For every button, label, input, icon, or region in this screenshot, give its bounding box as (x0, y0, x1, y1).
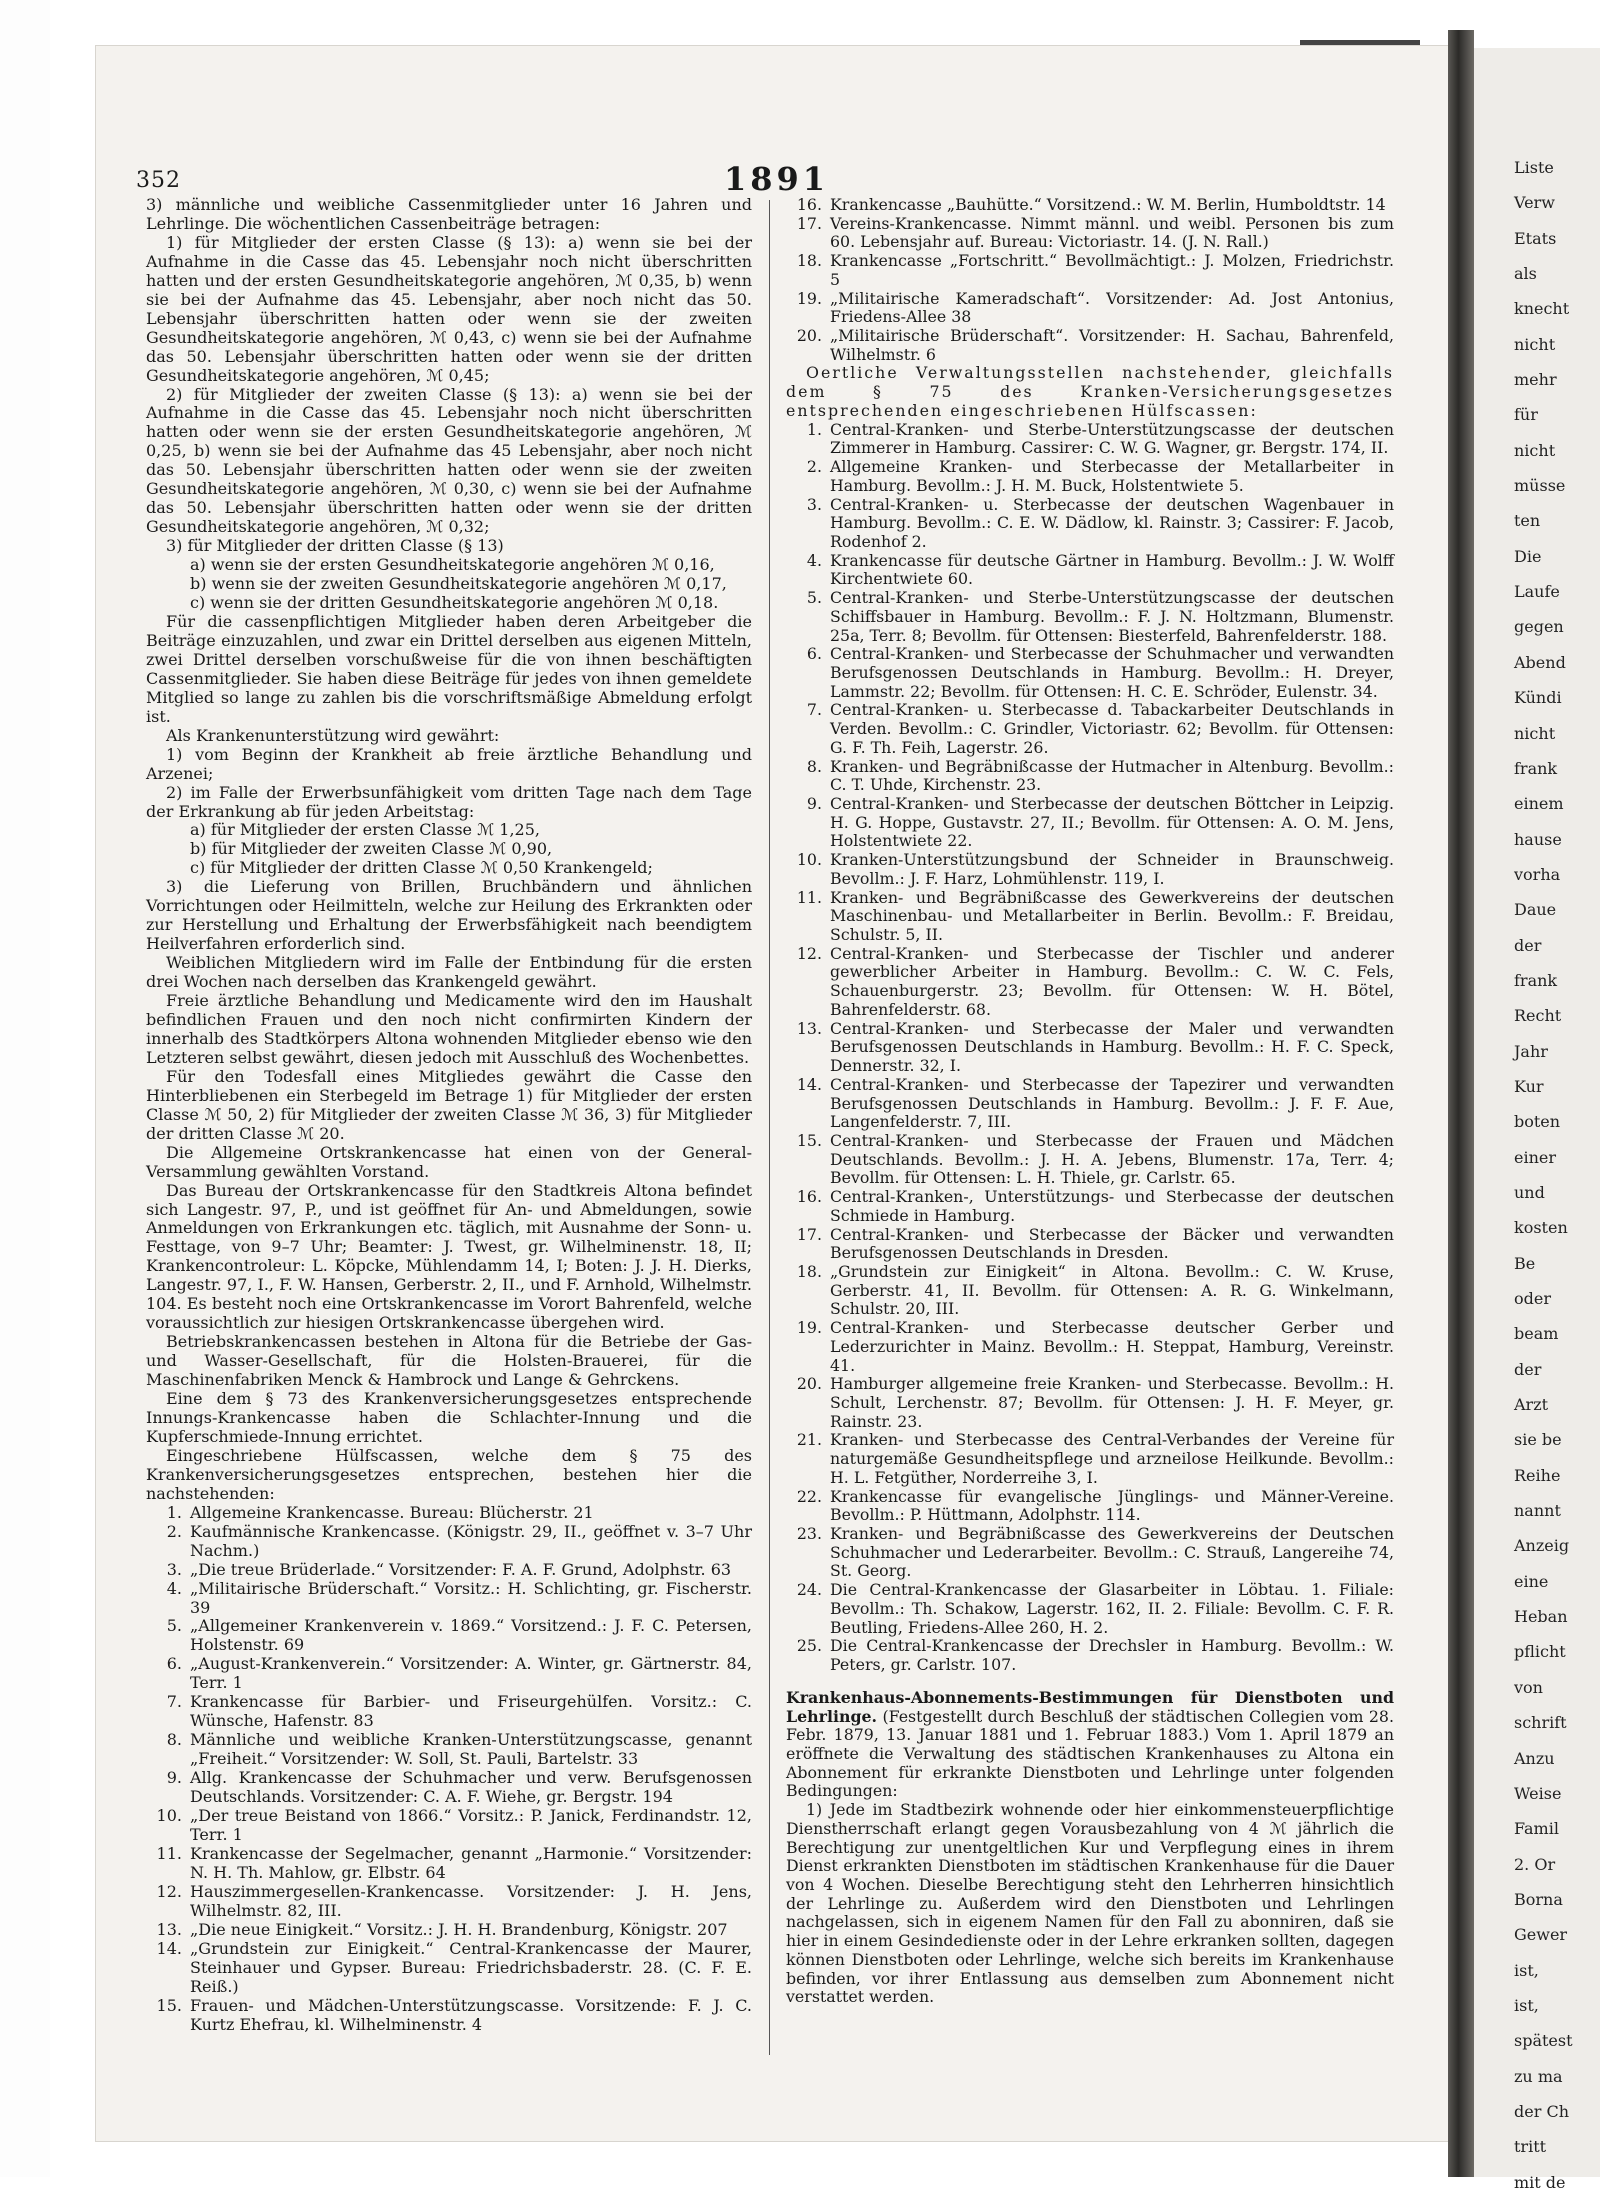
paragraph: Das Bureau der Ortskrankencasse für den Stadtkreis Altona befindet sich Langestr. 97, P., und ist geöffnet für An- und Abmeldungen, sowie Anmeldungen von Erkrankungen etc. täglich, mit Ausnahme der Sonn- u. Festtage, von 9–7 Uhr; Beamter: J. Twest, gr. Wilhelminenstr. 18, II; Krankencontroleur: L. Köpcke, Mühlendamm 14, I; Boten: J. J. H. Dierks, Langestr. 97, I., F. W. Hansen, Gerberstr. 2, II., und F. Arnhold, Wilhelmstr. 104. Es besteht noch eine Ortskrankencasse im Vorort Bahrenfeld, welche voraussichtlich zur hiesigen Ortskrankencasse übergehen wird. (146, 1180, 752, 1333)
paragraph: a) für Mitglieder der ersten Classe ℳ 1,25, (190, 820, 540, 840)
paragraph: b) für Mitglieder der zweiten Classe ℳ 0,90, (190, 839, 553, 859)
item-text: Central-Kranken- und Sterbecasse der Schuhmacher und verwandten Berufsgenossen Deutschlands in Hamburg. Bevollm.: H. Dreyer, Lammstr. 22; Bevollm. für Ottensen: H. C. E. Schröder, Eulenstr. 34. (830, 644, 1394, 701)
item-text: Krankencasse der Segelmacher, genannt „Harmonie.“ Vorsitzender: N. H. Th. Mahlow, gr. Elbstr. 64 (190, 1843, 752, 1882)
adjacent-page-fragment: ist, (1514, 1960, 1539, 1980)
hulfscasse-list-item (146, 1807, 752, 1845)
paragraph: b) wenn sie der zweiten Gesundheitskategorie angehören ℳ 0,17, (190, 574, 727, 594)
item-number: 22. (796, 1486, 822, 1506)
item-number: 11. (796, 887, 822, 907)
item-number: 10. (156, 1806, 182, 1826)
hulfscasse-list-item (786, 215, 1394, 252)
item-text: Central-Kranken- und Sterbe-Unterstützungscasse der deutschen Schiffsbauer in Hamburg. Bevollm.: F. J. N. Holtzmann, Blumenstr. 25a, Terr. 8; Bevollm. für Ottensen: Biesterfeld, Bahrenfelderstr. 188. (830, 588, 1394, 645)
item-number: 18. (796, 251, 822, 271)
adjacent-page-fragment: boten (1514, 1112, 1561, 1132)
verwaltungsstelle-list-item (786, 1263, 1394, 1319)
item-number: 14. (156, 1938, 182, 1958)
item-text: Krankencasse „Fortschritt.“ Bevollmächtigt.: J. Molzen, Friedrichstr. 5 (830, 251, 1394, 289)
item-text: Hamburger allgemeine freie Kranken- und Sterbecasse. Bevollm.: H. Schult, Lerchenstr. 87; Bevollm. für Ottensen: J. H. F. Meyer, gr. Rainstr. 23. (830, 1374, 1394, 1431)
paragraph: Die Allgemeine Ortskrankencasse hat einen von der General-Versammlung gewählten Vorstand. (146, 1142, 752, 1181)
adjacent-page-fragment: und (1514, 1183, 1545, 1202)
item-text: „Allgemeiner Krankenverein v. 1869.“ Vorsitzend.: J. F. C. Petersen, Holstenstr. 69 (190, 1616, 752, 1655)
item-text: Central-Kranken- und Sterbecasse der Maler und verwandten Berufsgenossen Deutschlands in Hamburg. Bevollm.: H. F. C. Speck, Dennerstr. 32, I. (830, 1018, 1394, 1076)
hulfscasse-list-item (786, 252, 1394, 289)
item-text: Kranken- und Begräbnißcasse des Gewerkvereins der deutschen Maschinenbau- und Metallarbeiter in Berlin. Bevollm.: F. Breidau, Schulstr. 5, II. (830, 887, 1394, 945)
adjacent-page-fragment: Verw (1514, 193, 1555, 213)
adjacent-page-fragment: nannt (1514, 1501, 1561, 1521)
item-text: Central-Kranken- und Sterbecasse der Bäcker und verwandten Berufsgenossen Deutschlands in Dresden. (830, 1224, 1394, 1263)
item-number: 12. (156, 1881, 182, 1901)
section-paragraph: 1) Jede im Stadtbezirk wohnende oder hier einkommensteuerpflichtige Dienstherrschaft erlangt gegen Vorausbezahlung von 4 ℳ jährlich die Berechtigung zur unentgeltlichen Kur und Verpflegung eines in ihrem Dienst erkrankten Dienstboten im städtischen Krankenhause für die Dauer von 4 Wochen. Dieselbe Berechtigung steht den Lehrherren hinsichtlich der Lehrlinge zu. Außerdem wird den Dienstboten und Lehrlingen nachgelassen, sich in eigenem Namen für den Fall zu abonniren, daß sie hier in einem Gesindedienste oder in der Lehre erkranken sollten, dagegen können Dienstboten oder Lehrlinge, welche sich bereits im Krankenhause befinden, vor ihrer Entlassung aus demselben zum Abonnement nicht verstattet werden. (786, 1800, 1394, 2007)
right-column (786, 196, 1394, 2007)
item-number: 16. (796, 1187, 822, 1207)
page-number: 352 (136, 168, 181, 193)
verwaltungsstelle-list-item (786, 421, 1394, 458)
item-number: 15. (156, 1995, 182, 2015)
item-number: 20. (796, 1374, 822, 1394)
adjacent-page-fragment: tritt (1514, 2137, 1547, 2157)
item-number: 17. (796, 1224, 822, 1244)
adjacent-page-fragment: Liste (1514, 158, 1554, 177)
item-number: 16. (796, 195, 822, 214)
adjacent-page-fragment: pflicht (1514, 1642, 1566, 1662)
paragraph: Freie ärztliche Behandlung und Medicamente wird den im Haushalt befindlichen Frauen und den noch nicht confirmirten Kindern der innerhalb des Stadtkörpers Altona wohnenden Mitglieder ebenso wie den Letzteren selbst gewährt, diesen jedoch mit Ausschluß des Wochenbettes. (146, 991, 752, 1067)
item-text: Kranken- und Sterbecasse des Central-Verbandes der Vereine für naturgemäße Gesundheitspflege und arzneilose Heilkunde. Bevollm.: H. L. Fetgüther, Norderreihe 3, I. (830, 1430, 1394, 1487)
hulfscasse-list-item (146, 1561, 752, 1580)
item-number: 20. (796, 326, 822, 346)
item-text: Krankencasse „Bauhütte.“ Vorsitzend.: W. M. Berlin, Humboldtstr. 14 (830, 195, 1386, 214)
hulfscasse-list-item (786, 327, 1394, 364)
item-text: Krankencasse für deutsche Gärtner in Hamburg. Bevollm.: J. W. Wolff Kirchentwiete 60. (830, 550, 1394, 589)
hulfscasse-list-item (146, 1693, 752, 1731)
adjacent-page-fragment: Etats (1514, 228, 1557, 248)
verwaltungsstelle-list-item (786, 1637, 1394, 1674)
item-text: Hauszimmergesellen-Krankencasse. Vorsitzender: J. H. Jens, Wilhelmstr. 82, III. (190, 1881, 752, 1920)
adjacent-page-fragment: hause (1514, 829, 1562, 849)
verwaltungsstelle-list-item (786, 1488, 1394, 1525)
adjacent-page-fragment: der (1514, 1359, 1542, 1379)
adjacent-page-fragment: Jahr (1514, 1041, 1548, 1061)
item-text: „Grundstein zur Einigkeit.“ Central-Krankencasse der Maurer, Steinhauer und Gypser. Bureau: Friedrichsbaderstr. 28. (C. F. E. Reiß.) (190, 1938, 752, 1996)
hulfscasse-list-item (146, 1921, 752, 1940)
item-number: 18. (796, 1261, 822, 1281)
adjacent-page-fragment: beam (1514, 1324, 1559, 1344)
paragraph: Für die cassenpflichtigen Mitglieder haben deren Arbeitgeber die Beiträge einzuzahlen, und zwar ein Drittel derselben aus eigenen Mitteln, zwei Drittel derselben vorschußweise für die von ihnen beschäftigten Cassenmitglieder. Sie haben diese Beiträge für jedes von ihnen gemeldete Mitglied so lange zu zahlen bis die vorschriftsmäßige Abmeldung erfolgt ist. (146, 611, 752, 726)
adjacent-page-fragment: nicht (1514, 334, 1556, 354)
adjacent-page-fragment: Daue (1514, 900, 1557, 920)
abonnement-section (786, 1689, 1394, 1801)
item-text: Krankencasse für Barbier- und Friseurgehülfen. Vorsitz.: C. Wünsche, Hafenstr. 83 (190, 1692, 752, 1731)
item-text: Die Central-Krankencasse der Drechsler in Hamburg. Bevollm.: W. Peters, gr. Carlstr. 107. (830, 1636, 1394, 1675)
item-number: 12. (796, 943, 822, 963)
item-number: 6. (166, 1654, 182, 1674)
adjacent-page-fragment: nicht (1514, 440, 1556, 460)
hulfscasse-list-item (786, 196, 1394, 215)
adjacent-page-fragment: frank (1514, 970, 1558, 990)
verwaltungsstelle-list-item (786, 1020, 1394, 1076)
item-number: 10. (796, 850, 822, 870)
section-intro-text: (Festgestellt durch Beschluß der städtischen Collegien vom 28. Febr. 1879, 13. Januar 1881 und 1. Februar 1883.) Vom 1. April 1879 an eröffnete die Verwaltung des städtischen Krankenhauses zu Altona ein Abonnement für erkrankte Dienstboten und Lehrlinge unter folgenden Bedingungen: (786, 1706, 1394, 1801)
item-text: „August-Krankenverein.“ Vorsitzender: A. Winter, gr. Gärtnerstr. 84, Terr. 1 (190, 1654, 752, 1693)
item-text: Männliche und weibliche Kranken-Unterstützungscasse, genannt „Freiheit.“ Vorsitzender: W. Soll, St. Pauli, Bartelstr. 33 (190, 1730, 752, 1769)
item-text: „Die neue Einigkeit.“ Vorsitz.: J. H. H. Brandenburg, Königstr. 207 (190, 1919, 728, 1939)
verwaltungsstelle-list-item (786, 458, 1394, 495)
left-column (146, 196, 752, 2034)
adjacent-page-fragment: schrift (1514, 1713, 1567, 1733)
verwaltungsstelle-list-item (786, 496, 1394, 552)
hulfscasse-list-item (146, 1769, 752, 1807)
paragraph: a) wenn sie der ersten Gesundheitskategorie angehören ℳ 0,16, (190, 555, 715, 575)
item-text: Krankencasse für evangelische Jünglings- und Männer-Vereine. Bevollm.: P. Hüttmann, Adolphstr. 114. (830, 1486, 1394, 1525)
verwaltungsstelle-list-item (786, 1525, 1394, 1581)
paragraph: Eine dem § 73 des Krankenversicherungsgesetzes entsprechende Innungs-Krankencasse haben die Schlachter-Innung und die Kupferschmiede-Innung errichtet. (146, 1389, 752, 1446)
adjacent-page-fragment: oder (1514, 1289, 1551, 1309)
adjacent-page-fragment: Gewer (1514, 1925, 1568, 1945)
item-number: 1. (166, 1502, 182, 1522)
scan-margin (0, 0, 50, 2177)
adjacent-page-fragment: ist, (1514, 1995, 1539, 2015)
adjacent-page-fragment: als (1514, 264, 1537, 284)
paragraph: c) für Mitglieder der dritten Classe ℳ 0,50 Krankengeld; (190, 858, 653, 878)
paragraph: Betriebskrankencassen bestehen in Altona für die Betriebe der Gas- und Wasser-Gesellschaft, für die Holsten-Brauerei, für die Maschinenfabriken Menck & Hambrock und Lange & Gehrckens. (146, 1332, 752, 1390)
item-number: 4. (166, 1578, 182, 1598)
item-text: Central-Kranken- und Sterbecasse deutscher Gerber und Lederzurichter in Mainz. Bevollm.: H. Steppat, Hamburg, Vereinstr. 41. (830, 1318, 1394, 1375)
paragraph: 2) im Falle der Erwerbsunfähigkeit vom dritten Tage nach dem Tage der Erkrankung ab für jeden Arbeitstag: (146, 782, 752, 821)
adjacent-page-fragment: Anzeig (1514, 1536, 1570, 1556)
hulfscasse-list-item (146, 1580, 752, 1618)
item-text: „Militairische Brüderschaft.“ Vorsitz.: H. Schlichting, gr. Fischerstr. 39 (190, 1578, 752, 1617)
verwaltungsstelle-list-item (786, 1431, 1394, 1487)
item-number: 23. (796, 1524, 822, 1544)
book-gutter (1448, 30, 1474, 2177)
adjacent-page-fragment: Die (1514, 546, 1542, 566)
paragraph: Für den Todesfall eines Mitgliedes gewährt die Casse den Hinterbliebenen ein Sterbegeld im Betrage 1) für Mitglieder der ersten Classe ℳ 50, 2) für Mitglieder der zweiten Classe ℳ 36, 3) für Mitglieder der dritten Classe ℳ 20. (146, 1066, 752, 1143)
hulfscasse-list-item (786, 290, 1394, 327)
verwaltungsstelle-list-item (786, 589, 1394, 645)
verwaltungsstelle-list-item (786, 701, 1394, 757)
verwaltungsstelle-list-item (786, 1076, 1394, 1132)
section-title: Krankenhaus-Abonnements-Bestimmungen für Dienstboten und Lehrlinge. (786, 1687, 1394, 1726)
item-number: 6. (806, 644, 822, 664)
item-text: Central-Kranken- und Sterbecasse der deutschen Böttcher in Leipzig. H. G. Hoppe, Gustavstr. 27, II.; Bevollm. für Ottensen: A. O. M. Jens, Holstentwiete 22. (830, 794, 1394, 851)
verwaltungsstelle-list-item (786, 1581, 1394, 1637)
adjacent-page-fragment: frank (1514, 758, 1558, 778)
adjacent-page-fragment: für (1514, 405, 1538, 425)
item-number: 8. (806, 756, 822, 776)
paragraph: 3) die Lieferung von Brillen, Bruchbändern und ähnlichen Vorrichtungen oder Heilmitteln, welche zur Heilung des Erkrankten oder zur Herstellung und Erhaltung der Erwerbsfähigkeit nach beendigtem Heilverfahren erforderlich sind. (146, 877, 752, 954)
item-text: „Militairische Kameradschaft“. Vorsitzender: Ad. Jost Antonius, Friedens-Allee 38 (830, 288, 1394, 327)
item-number: 13. (796, 1018, 822, 1038)
adjacent-page-fragment: Recht (1514, 1006, 1562, 1026)
item-number: 3. (166, 1559, 182, 1579)
adjacent-page-fragment: mehr (1514, 370, 1557, 390)
item-text: „Militairische Brüderschaft“. Vorsitzender: H. Sachau, Bahrenfeld, Wilhelmstr. 6 (830, 326, 1394, 364)
item-number: 9. (806, 794, 822, 813)
adjacent-page-fragment: Abend (1514, 652, 1566, 672)
adjacent-page-fragment: nicht (1514, 723, 1556, 743)
item-text: Central-Kranken-, Unterstützungs- und Sterbecasse der deutschen Schmiede in Hamburg. (830, 1187, 1394, 1225)
paragraph: 2) für Mitglieder der zweiten Classe (§ 13): a) wenn sie bei der Aufnahme in die Casse das 45. Lebensjahr noch nicht überschritten hatten oder wenn sie der ersten Gesundheitskategorie angehören, ℳ 0,25, b) wenn sie bei der Aufnahme das 45 Lebensjahr, aber noch nicht das 50. Lebensjahr überschritten hatten oder wenn sie der zweiten Gesundheitskategorie angehören, ℳ 0,30, c) wenn sie bei der Aufnahme das 50. Lebensjahr überschritten hatten oder wenn sie der dritten Gesundheitskategorie angehören, ℳ 0,32; (146, 384, 752, 537)
verwaltungsstelle-list-item (786, 1375, 1394, 1431)
hulfscasse-list-item (146, 1883, 752, 1921)
adjacent-page-edge (1474, 48, 1600, 2192)
item-text: Central-Kranken- u. Sterbecasse der deutschen Wagenbauer in Hamburg. Bevollm.: C. E. W. Dädlow, kl. Rainstr. 3; Cassirer: F. Jacob, Rodenhof 2. (830, 494, 1394, 551)
verwaltungsstelle-list-item (786, 1319, 1394, 1375)
verwaltungsstelle-list-item (786, 645, 1394, 701)
hulfscasse-list-item (146, 1731, 752, 1769)
verwaltungsstelle-list-item (786, 889, 1394, 945)
adjacent-page-fragment: müsse (1514, 476, 1566, 496)
item-text: Central-Kranken- und Sterbecasse der Tapezirer und verwandten Berufsgenossen Deutschlands in Hamburg. Bevollm.: J. F. F. Aue, Langenfelderstr. 7, III. (830, 1074, 1394, 1132)
paragraph: Als Krankenunterstützung wird gewährt: (166, 725, 500, 745)
adjacent-page-fragment: Borna (1514, 1889, 1563, 1909)
item-text: Kranken- und Begräbnißcasse der Hutmacher in Altenburg. Bevollm.: C. T. Uhde, Kirchenstr. 23. (830, 756, 1394, 795)
item-number: 19. (796, 1318, 822, 1338)
hulfscasse-list-item (146, 1655, 752, 1693)
item-number: 2. (166, 1521, 182, 1541)
verwaltungsstelle-list-item (786, 1226, 1394, 1263)
adjacent-page-fragment: 2. Or (1514, 1854, 1556, 1874)
adjacent-page-fragment: spätest (1514, 2031, 1573, 2051)
verwaltungsstelle-list-item (786, 945, 1394, 1020)
paragraph: 3) männliche und weibliche Cassenmitglieder unter 16 Jahren und Lehrlinge. Die wöchentlichen Cassenbeiträge betragen: (146, 195, 752, 233)
adjacent-page-fragment: Weise (1514, 1783, 1562, 1803)
item-number: 25. (796, 1636, 822, 1656)
adjacent-page-fragment: Famil (1514, 1819, 1559, 1839)
item-number: 14. (796, 1074, 822, 1094)
adjacent-page-fragment: einem (1514, 794, 1564, 814)
item-text: Frauen- und Mädchen-Unterstützungscasse. Vorsitzende: F. J. C. Kurtz Ehefrau, kl. Wilhelminenstr. 4 (190, 1995, 752, 2034)
adjacent-page-fragment: vorha (1514, 864, 1561, 884)
adjacent-page-fragment: sie be (1514, 1430, 1562, 1450)
hulfscasse-list-item (146, 1617, 752, 1655)
verwaltungsstelle-list-item (786, 758, 1394, 795)
item-text: Allg. Krankencasse der Schuhmacher und verw. Berufsgenossen Deutschlands. Vorsitzender: C. A. F. Wiehe, gr. Bergstr. 194 (190, 1768, 752, 1807)
hulfscasse-list-item (146, 1940, 752, 1997)
verwaltungsstelle-list-item (786, 795, 1394, 851)
adjacent-page-fragment: einer (1514, 1147, 1557, 1167)
verwaltungsstelle-list-item (786, 552, 1394, 589)
item-text: Allgemeine Kranken- und Sterbecasse der Metallarbeiter in Hamburg. Bevollm.: J. H. M. Buck, Holstentwiete 5. (830, 457, 1394, 495)
adjacent-page-fragment: gegen (1514, 617, 1564, 637)
hulfscasse-list-item (146, 1523, 752, 1561)
item-number: 8. (166, 1730, 182, 1750)
verwaltungsstelle-list-item (786, 851, 1394, 888)
verwaltungsstelle-list-item (786, 1188, 1394, 1225)
item-number: 15. (796, 1130, 822, 1150)
item-number: 2. (806, 457, 822, 477)
item-text: Vereins-Krankencasse. Nimmt männl. und weibl. Personen bis zum 60. Lebensjahr auf. Bureau: Victoriastr. 14. (J. N. Rall.) (830, 213, 1394, 252)
item-number: 19. (796, 288, 822, 308)
hulfscasse-list-item (146, 1504, 752, 1523)
hulfscasse-list-item (146, 1997, 752, 2035)
adjacent-page-fragment: ten (1514, 511, 1541, 531)
paragraph: 1) für Mitglieder der ersten Classe (§ 13): a) wenn sie bei der Aufnahme in die Casse das 45. Lebensjahr noch nicht überschritten hatten und der ersten Gesundheitskategorie angehören, ℳ 0,35, b) wenn sie bei der Aufnahme das 45. Lebensjahr, aber noch nicht das 50. Lebensjahr überschritten hatten oder wenn sie der zweiten Gesundheitskategorie angehören, ℳ 0,43, c) wenn sie bei der Aufnahme das 50. Lebensjahr überschritten hatten oder wenn sie der dritten Gesundheitskategorie angehören, ℳ 0,45; (146, 232, 752, 385)
item-number: 7. (166, 1692, 182, 1712)
adjacent-page-fragment: zu ma (1514, 2066, 1563, 2086)
item-number: 7. (806, 700, 822, 720)
item-text: „Der treue Beistand von 1866.“ Vorsitz.: P. Janick, Ferdinandstr. 12, Terr. 1 (190, 1806, 752, 1844)
item-text: Kaufmännische Krankencasse. (Königstr. 29, II., geöffnet v. 3–7 Uhr Nachm.) (190, 1521, 752, 1560)
adjacent-page-fragment: Reihe (1514, 1465, 1561, 1485)
item-number: 9. (166, 1768, 182, 1788)
hulfscasse-list-item (146, 1845, 752, 1883)
item-number: 17. (796, 213, 822, 233)
paragraph: c) wenn sie der dritten Gesundheitskategorie angehören ℳ 0,18. (190, 593, 719, 613)
adjacent-page-fragment: Laufe (1514, 582, 1560, 602)
item-number: 21. (796, 1430, 822, 1450)
adjacent-page-fragment: Kündi (1514, 688, 1562, 708)
item-text: Kranken-Unterstützungsbund der Schneider in Braunschweig. Bevollm.: J. F. Harz, Lohmühlenstr. 119, I. (830, 850, 1394, 888)
adjacent-page-fragment: der (1514, 935, 1542, 955)
adjacent-page-fragment: Kur (1514, 1076, 1544, 1096)
item-number: 11. (156, 1843, 182, 1863)
item-text: Central-Kranken- u. Sterbecasse d. Tabackarbeiter Deutschlands in Verden. Bevollm.: C. Grindler, Victoriastr. 62; Bevollm. für Ottensen: G. F. Th. Feih, Lagerstr. 26. (830, 700, 1394, 757)
item-text: Die Central-Krankencasse der Glasarbeiter in Löbtau. 1. Filiale: Bevollm.: Th. Schakow, Lagerstr. 162, II. 2. Filiale: Bevollm. C. F. R. Beutling, Friedens-Allee 260, H. 2. (830, 1580, 1394, 1637)
item-text: Kranken- und Begräbnißcasse des Gewerkvereins der Deutschen Schuhmacher und Lederarbeiter. Bevollm.: C. Strauß, Langereihe 74, St. Georg. (830, 1524, 1394, 1581)
verwaltungsstelle-list-item (786, 1132, 1394, 1188)
item-text: „Die treue Brüderlade.“ Vorsitzender: F. A. F. Grund, Adolphstr. 63 (190, 1559, 732, 1579)
item-number: 24. (796, 1580, 822, 1600)
column-divider (769, 200, 770, 2055)
item-number: 5. (166, 1616, 182, 1636)
adjacent-page-fragment: kosten (1514, 1218, 1568, 1238)
item-number: 3. (806, 494, 822, 514)
adjacent-page-fragment: Heban (1514, 1607, 1568, 1627)
section-intro: Oertliche Verwaltungsstellen nachstehender, gleichfalls dem § 75 des Kranken-Versicherungsgesetzes entsprechenden eingeschriebenen Hülfscassen: (786, 363, 1394, 420)
adjacent-page-fragment: Anzu (1514, 1748, 1555, 1768)
item-text: Central-Kranken- und Sterbe-Unterstützungscasse der deutschen Zimmerer in Hamburg. Cassirer: C. W. G. Wagner, gr. Bergstr. 174, II. (830, 419, 1394, 458)
paragraph: Eingeschriebene Hülfscassen, welche dem § 75 des Krankenversicherungsgesetzes entsprechen, bestehen hier die nachstehenden: (146, 1445, 752, 1503)
item-text: Central-Kranken- und Sterbecasse der Tischler und anderer gewerblicher Arbeiter in Hamburg. Bevollm.: C. W. C. Fels, Schauenburgerstr. 23; Bevollm. für Ottensen: W. H. Bötel, Bahrenfelderstr. 68. (830, 943, 1394, 1019)
paragraph: 1) vom Beginn der Krankheit ab freie ärztliche Behandlung und Arzenei; (146, 744, 752, 783)
adjacent-page-fragment: eine (1514, 1571, 1549, 1591)
item-text: „Grundstein zur Einigkeit“ in Altona. Bevollm.: C. W. Kruse, Gerberstr. 41, II. Bevollm. für Ottensen: A. R. G. Winkelmann, Schulstr. 20, III. (830, 1261, 1394, 1319)
adjacent-page-fragment: Arzt (1514, 1395, 1549, 1415)
item-text: Allgemeine Krankencasse. Bureau: Blücherstr. 21 (190, 1502, 594, 1522)
adjacent-page-fragment: Be (1514, 1253, 1536, 1273)
page-year-heading: 1891 (724, 160, 830, 198)
adjacent-page-fragment: der Ch (1514, 2101, 1569, 2121)
item-number: 5. (806, 588, 822, 608)
item-number: 4. (806, 550, 822, 570)
adjacent-page-fragment: knecht (1514, 299, 1570, 319)
paragraph: 3) für Mitglieder der dritten Classe (§ 13) (166, 536, 504, 556)
paragraph: Weiblichen Mitgliedern wird im Falle der Entbindung für die ersten drei Wochen nach derselben das Krankengeld gewährt. (146, 953, 752, 992)
item-text: Central-Kranken- und Sterbecasse der Frauen und Mädchen Deutschlands. Bevollm.: J. H. A. Jebens, Blumenstr. 17a, Terr. 4; Bevollm. für Ottensen: L. H. Thiele, gr. Carlstr. 65. (830, 1130, 1394, 1188)
adjacent-page-fragment: mit de (1514, 2172, 1566, 2192)
item-number: 1. (806, 419, 822, 439)
item-number: 13. (156, 1919, 182, 1939)
adjacent-page-fragment: von (1514, 1677, 1543, 1697)
